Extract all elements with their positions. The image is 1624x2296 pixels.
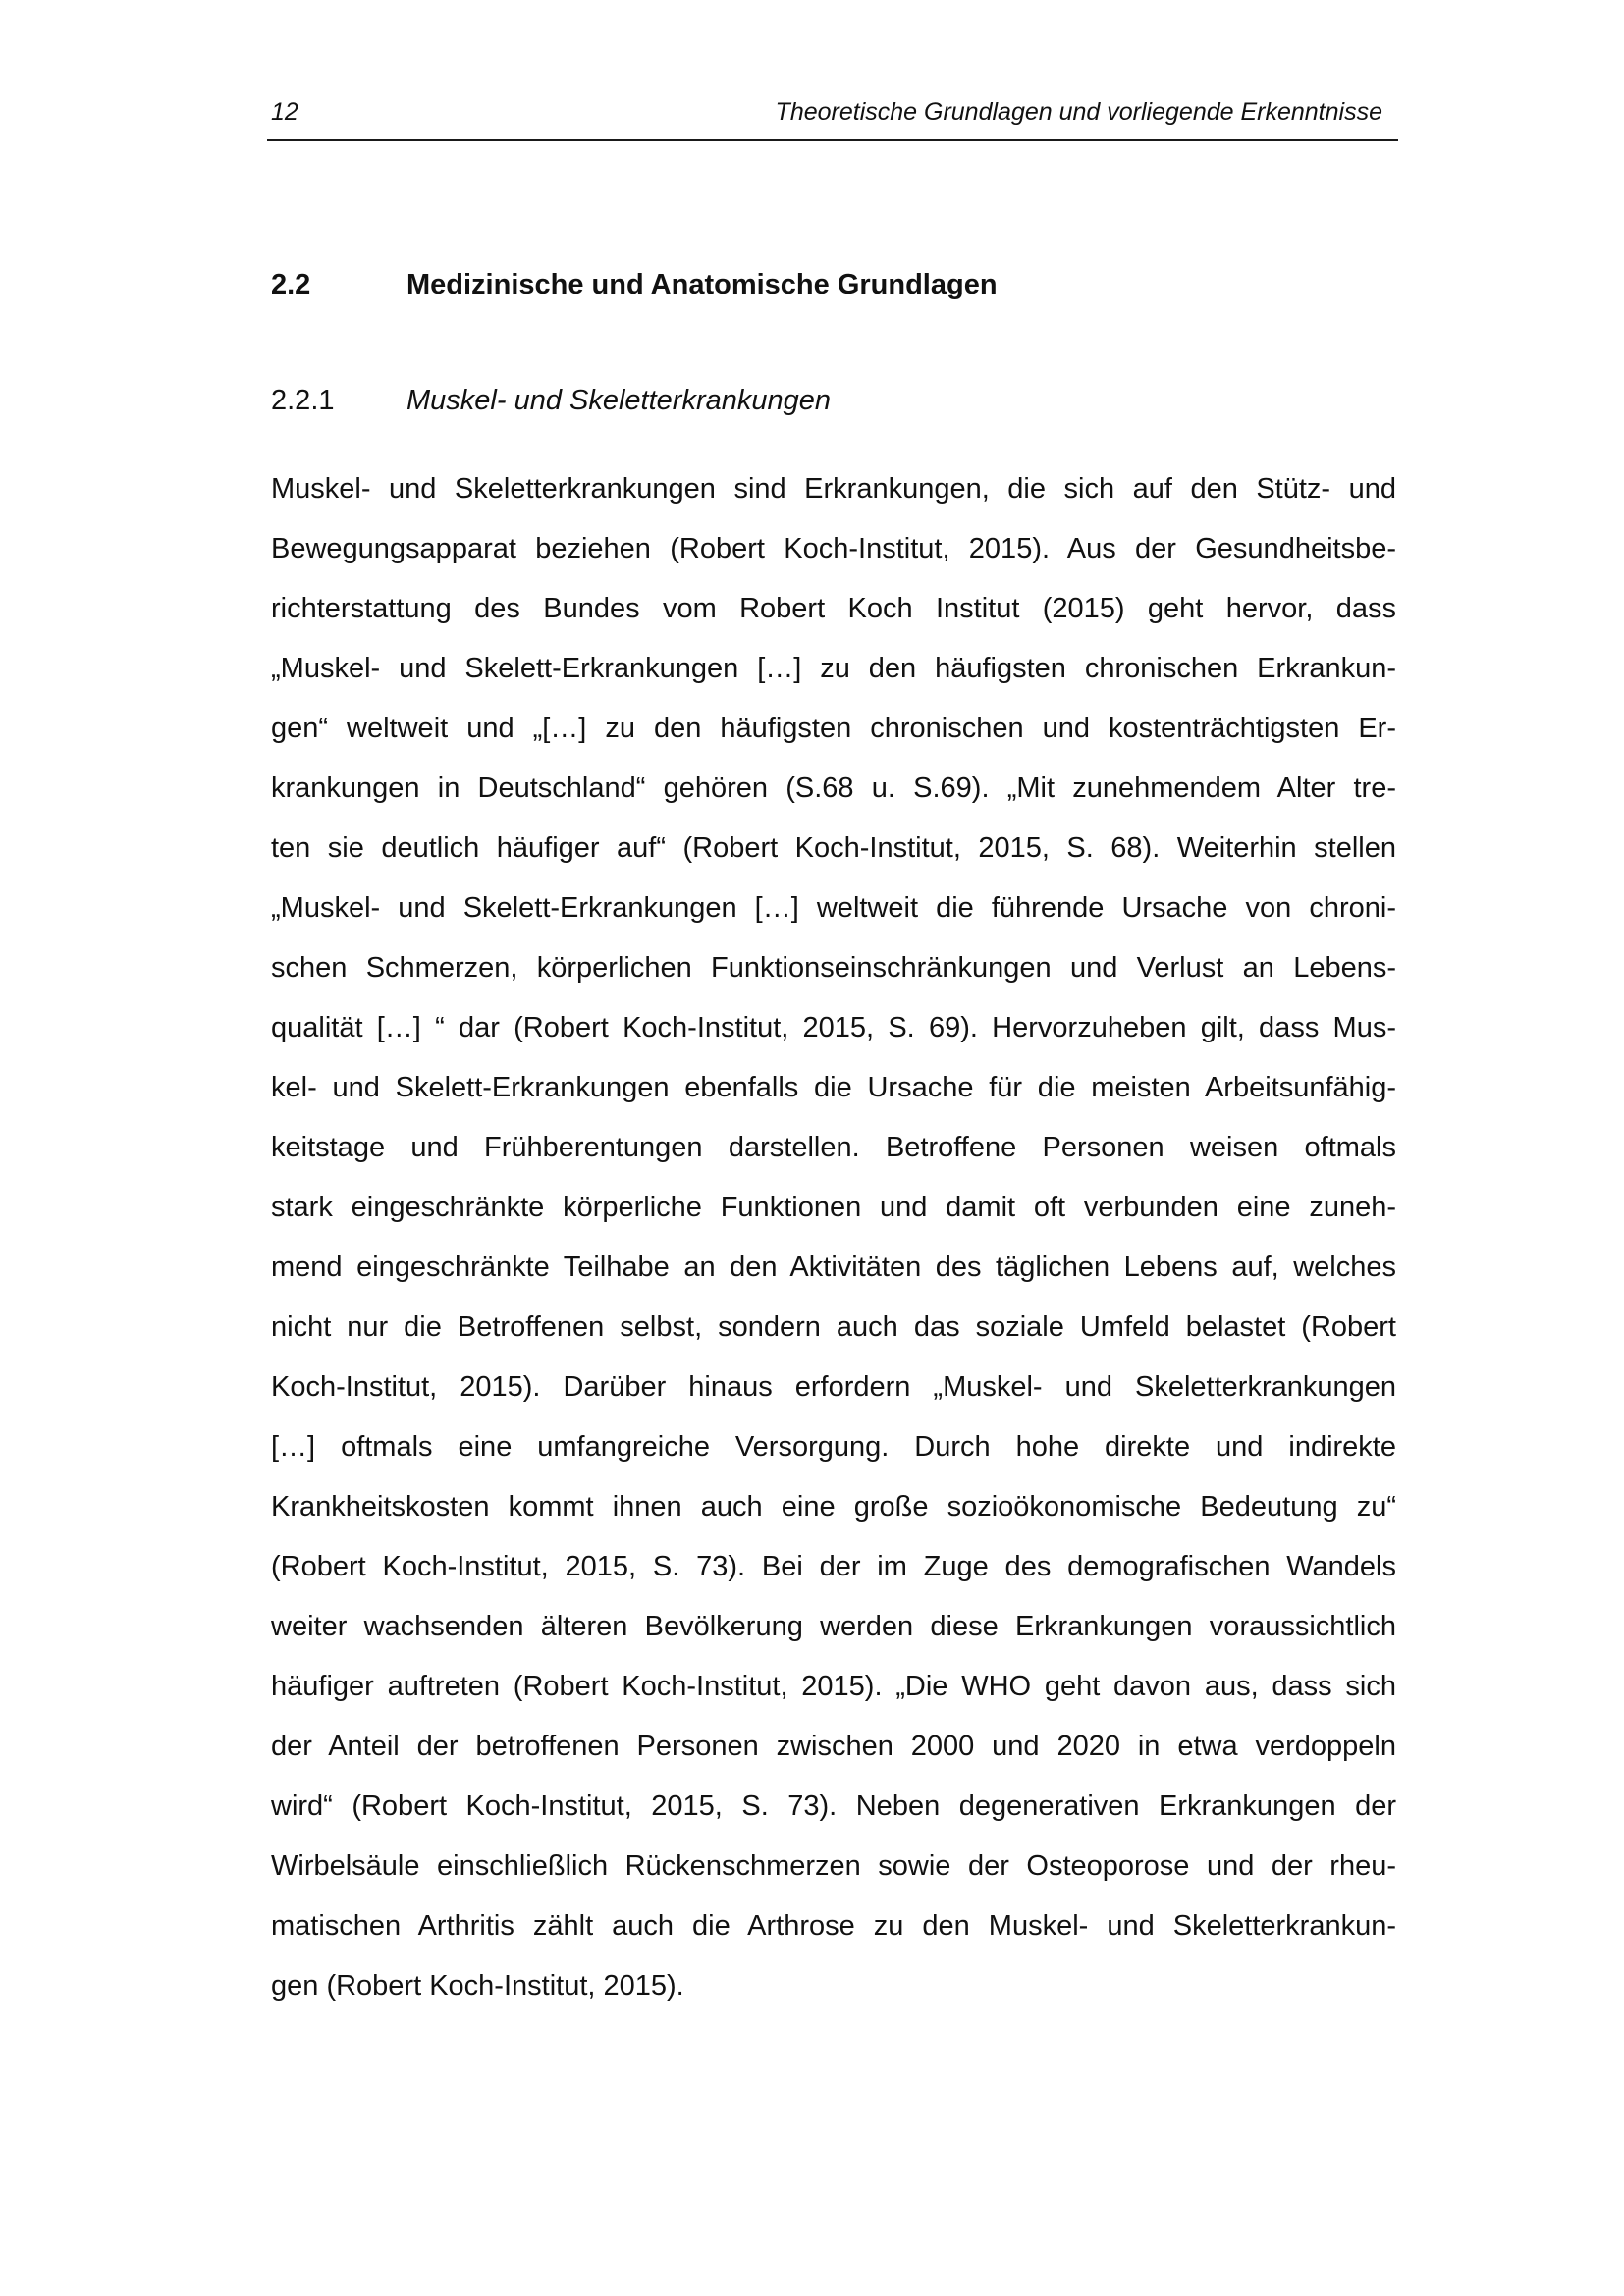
body-paragraph — [271, 459, 1396, 2016]
paragraph-line: stark eingeschränkte körperliche Funktionen und damit oft verbunden eine zuneh- — [271, 1192, 1396, 1223]
paragraph-line: wird“ (Robert Koch-Institut, 2015, S. 73). Neben degenerativen Erkrankungen der — [271, 1790, 1396, 1822]
paragraph-line: „Muskel- und Skelett-Erkrankungen […] weltweit die führende Ursache von chroni- — [271, 892, 1396, 924]
paragraph-line: Koch-Institut, 2015). Darüber hinaus erfordern „Muskel- und Skeletterkrankungen — [271, 1371, 1396, 1403]
paragraph-line: der Anteil der betroffenen Personen zwischen 2000 und 2020 in etwa verdoppeln — [271, 1731, 1396, 1762]
paragraph-line: Muskel- und Skeletterkrankungen sind Erkrankungen, die sich auf den Stütz- und — [271, 473, 1396, 505]
paragraph-line: gen (Robert Koch-Institut, 2015). — [271, 1970, 684, 2002]
subsection-title: Muskel- und Skeletterkrankungen — [406, 385, 832, 416]
paragraph-line: Wirbelsäule einschließlich Rückenschmerzen sowie der Osteoporose und der rheu- — [271, 1850, 1396, 1882]
paragraph-line: ten sie deutlich häufiger auf“ (Robert Koch-Institut, 2015, S. 68). Weiterhin stellen — [271, 832, 1396, 864]
page-header — [267, 96, 1398, 141]
paragraph-line: richterstattung des Bundes vom Robert Koch Institut (2015) geht hervor, dass — [271, 593, 1396, 624]
paragraph-line: matischen Arthritis zählt auch die Arthrose zu den Muskel- und Skeletterkrankun- — [271, 1910, 1396, 1942]
section-heading — [271, 269, 1400, 301]
paragraph-line: gen“ weltweit und „[…] zu den häufigsten chronischen und kostenträchtigsten Er- — [271, 713, 1396, 744]
running-title: Theoretische Grundlagen und vorliegende Erkenntnisse — [775, 98, 1382, 126]
section-title: Medizinische und Anatomische Grundlagen — [406, 269, 998, 300]
paragraph-line: (Robert Koch-Institut, 2015, S. 73). Bei der im Zuge des demografischen Wandels — [271, 1551, 1396, 1582]
paragraph-line: keitstage und Frühberentungen darstellen. Betroffene Personen weisen oftmals — [271, 1132, 1396, 1163]
paragraph-line: schen Schmerzen, körperlichen Funktionseinschränkungen und Verlust an Lebens- — [271, 952, 1396, 984]
paragraph-line: häufiger auftreten (Robert Koch-Institut, 2015). „Die WHO geht davon aus, dass sich — [271, 1671, 1396, 1702]
paragraph-line: weiter wachsenden älteren Bevölkerung werden diese Erkrankungen voraussichtlich — [271, 1611, 1396, 1642]
paragraph-line: mend eingeschränkte Teilhabe an den Aktivitäten des täglichen Lebens auf, welches — [271, 1252, 1396, 1283]
paragraph-line: „Muskel- und Skelett-Erkrankungen […] zu den häufigsten chronischen Erkrankun- — [271, 653, 1396, 684]
section-number: 2.2 — [271, 269, 311, 300]
paragraph-line: […] oftmals eine umfangreiche Versorgung. Durch hohe direkte und indirekte — [271, 1431, 1396, 1463]
subsection-number: 2.2.1 — [271, 385, 335, 416]
paragraph-line: nicht nur die Betroffenen selbst, sondern auch das soziale Umfeld belastet (Robert — [271, 1311, 1396, 1343]
paragraph-line: qualität […] “ dar (Robert Koch-Institut, 2015, S. 69). Hervorzuheben gilt, dass Mus- — [271, 1012, 1396, 1043]
paragraph-line: kel- und Skelett-Erkrankungen ebenfalls die Ursache für die meisten Arbeitsunfähig- — [271, 1072, 1396, 1103]
paragraph-line: Bewegungsapparat beziehen (Robert Koch-Institut, 2015). Aus der Gesundheitsbe- — [271, 533, 1396, 564]
page-number: 12 — [271, 98, 298, 126]
paragraph-line: Krankheitskosten kommt ihnen auch eine große sozioökonomische Bedeutung zu“ — [271, 1491, 1396, 1522]
subsection-heading — [271, 385, 1400, 417]
paragraph-line: krankungen in Deutschland“ gehören (S.68 u. S.69). „Mit zunehmendem Alter tre- — [271, 773, 1396, 804]
